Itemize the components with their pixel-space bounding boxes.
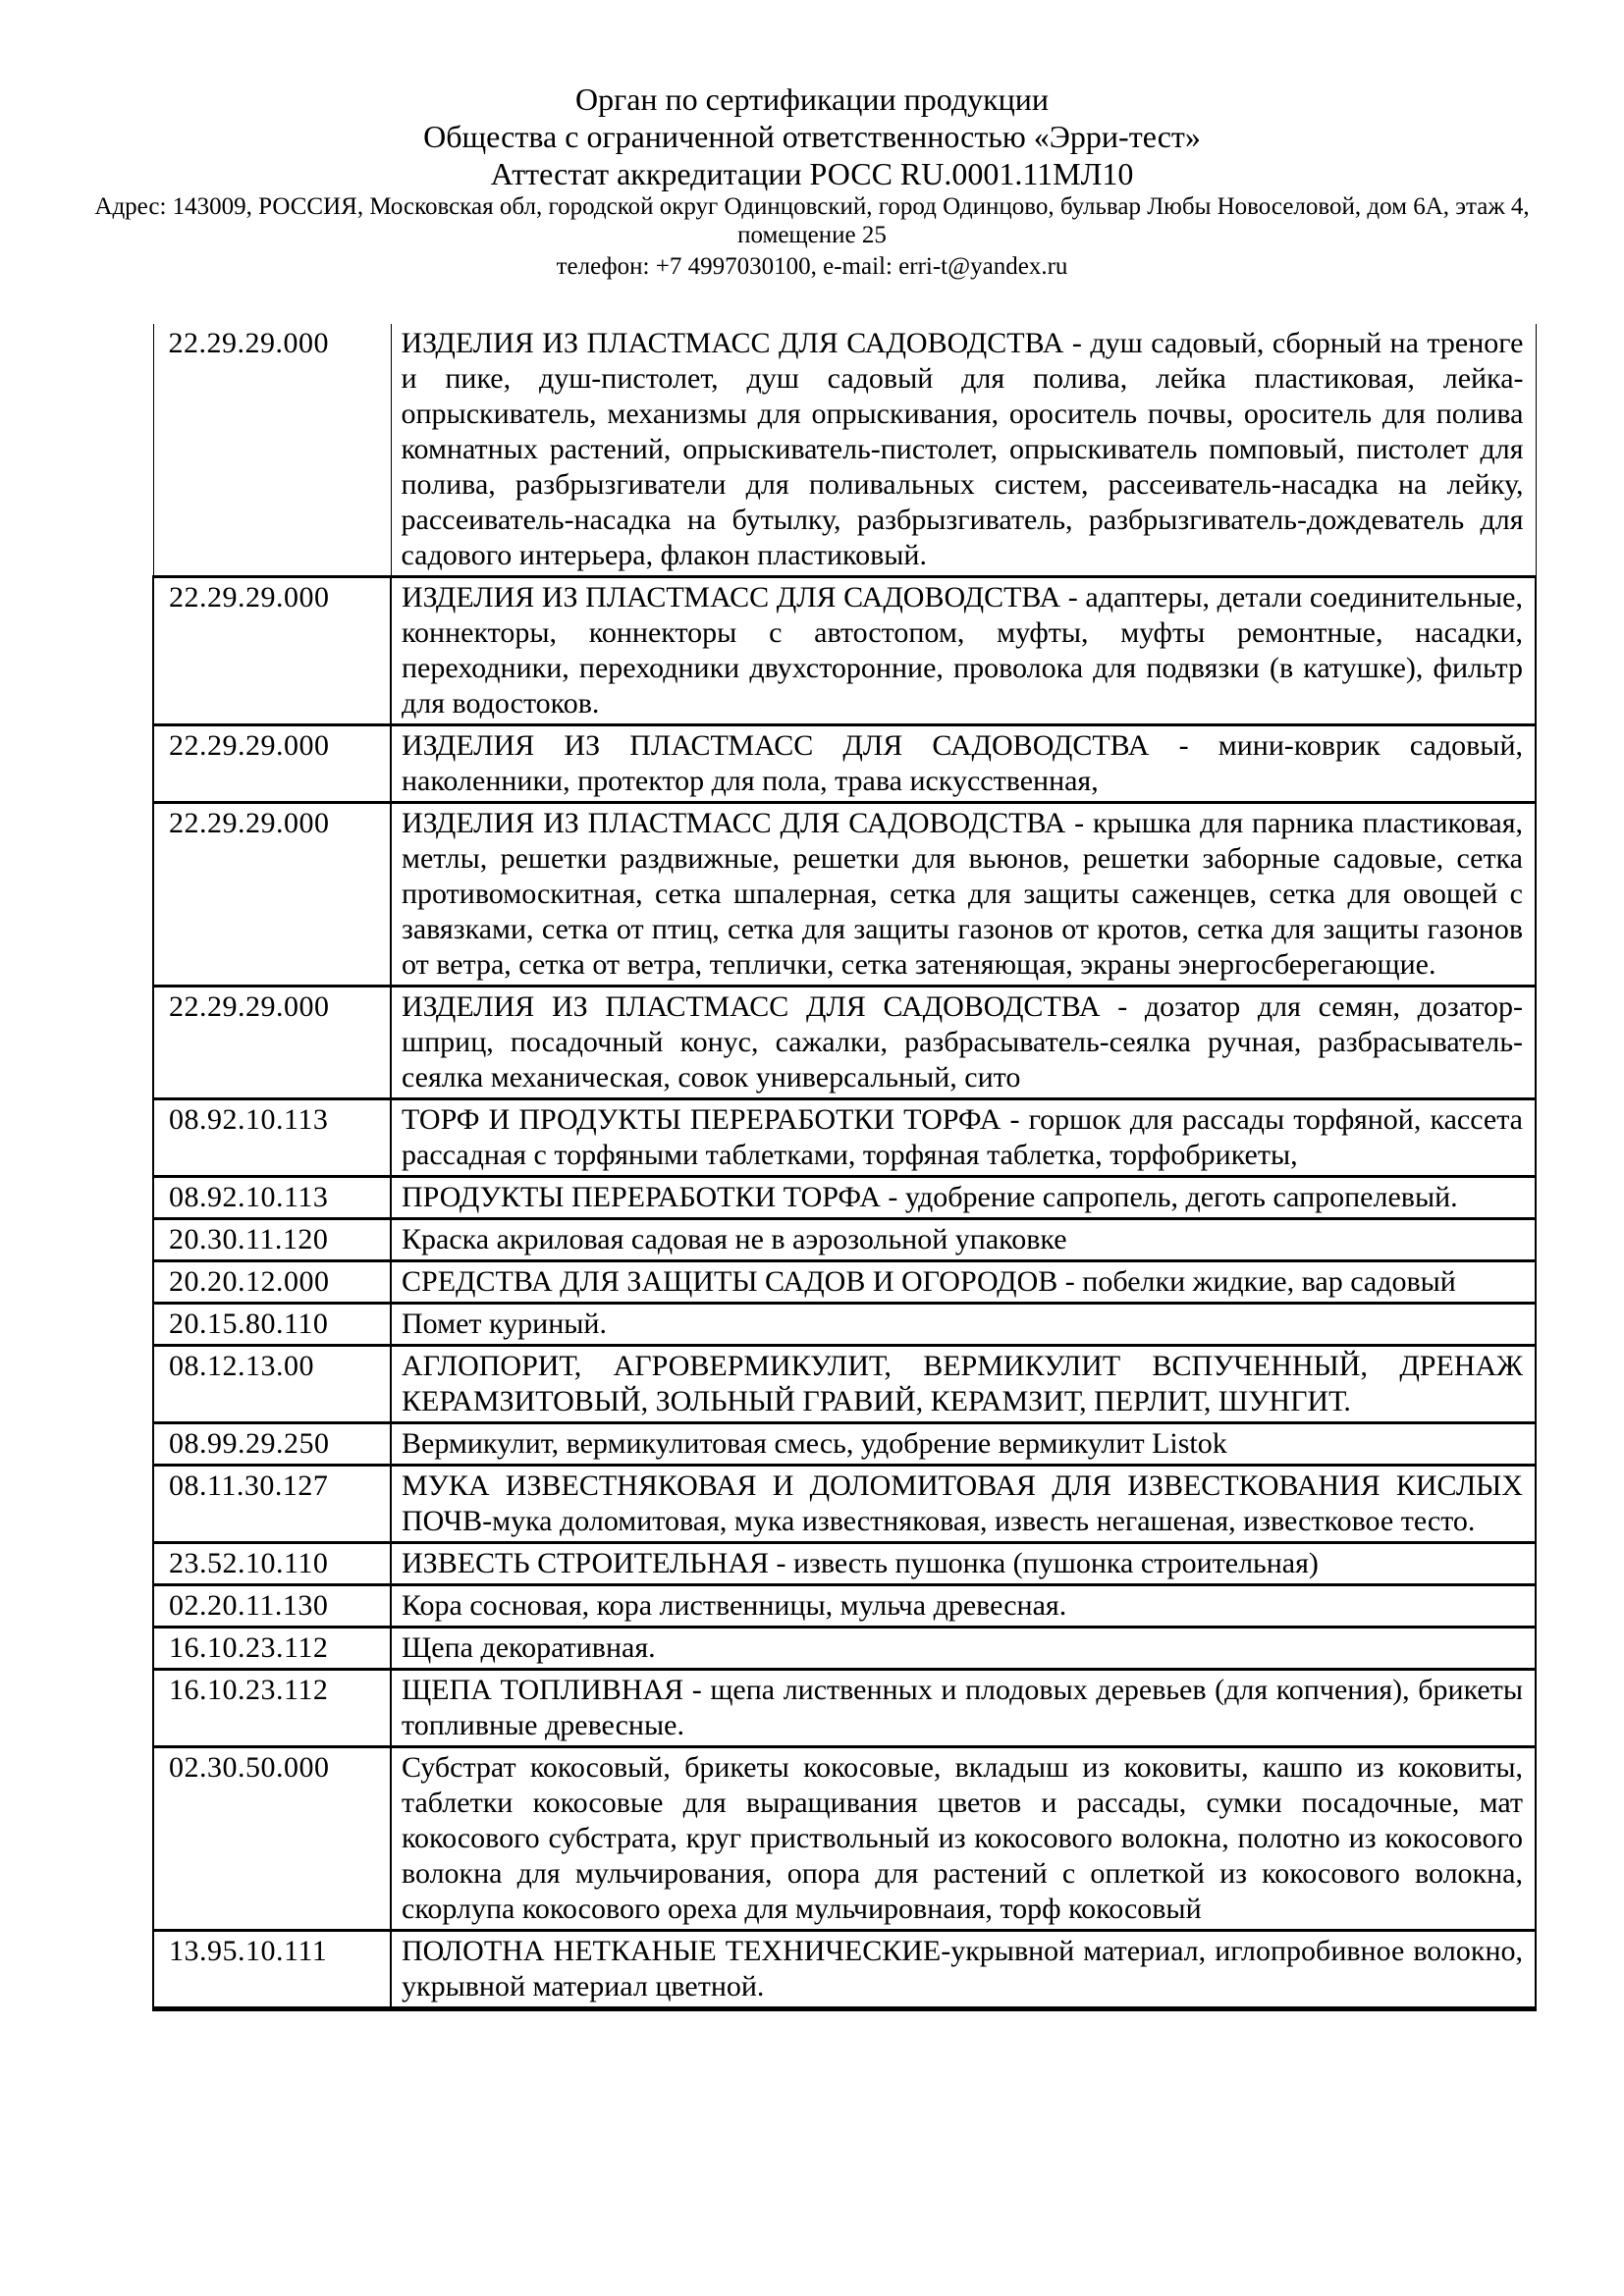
product-code-cell: 20.15.80.110: [153, 1304, 391, 1346]
table-row: [153, 1219, 1536, 1261]
table-row: [153, 1747, 1536, 1931]
product-code-cell: 13.95.10.111: [153, 1931, 391, 2009]
product-description-cell: Кора сосновая, кора лиственницы, мульча древесная.: [391, 1585, 1536, 1628]
header-org-line: Орган по сертификации продукции: [574, 81, 1050, 117]
table-row: [153, 577, 1536, 725]
table-row: [153, 803, 1536, 987]
product-description-cell: ИЗДЕЛИЯ ИЗ ПЛАСТМАСС ДЛЯ САДОВОДСТВА - крышка для парника пластиковая, метлы, решетки раздвижные, решетки для вьюнов, решетки заборные садовые, сетка противомоскитная, сетка шпалерная, сетка для защиты саженцев, сетка для овощей с завязками, сетка от птиц, сетка для защиты газонов от кротов, сетка для защиты газонов от ветра, сетка от ветра, теплички, сетка затеняющая, экраны энергосберегающие.: [391, 803, 1536, 987]
product-code-cell: 16.10.23.112: [153, 1628, 391, 1670]
table-row: [153, 987, 1536, 1099]
product-description-cell: ИЗДЕЛИЯ ИЗ ПЛАСТМАСС ДЛЯ САДОВОДСТВА - мини-коврик садовый, наколенники, протектор для пола, трава искусственная,: [391, 725, 1536, 803]
product-code-cell: 02.30.50.000: [153, 1747, 391, 1931]
header-contact-line: телефон: +7 4997030100, e-mail: erri-t@yandex.ru: [556, 253, 1068, 280]
product-description-cell: МУКА ИЗВЕСТНЯКОВАЯ И ДОЛОМИТОВАЯ ДЛЯ ИЗВЕСТКОВАНИЯ КИСЛЫХ ПОЧВ-мука доломитовая, мука известняковая, известь негашеная, известковое тесто.: [391, 1466, 1536, 1543]
header-company-line: Общества с ограниченной ответственностью «Эрри-тест»: [423, 119, 1201, 154]
table-row: [153, 1346, 1536, 1423]
product-code-cell: 08.11.30.127: [153, 1466, 391, 1543]
table-row: [153, 324, 1536, 577]
table-row: [153, 1931, 1536, 2009]
header-accreditation-line: Аттестат аккредитации РОСС RU.0001.11МЛ10: [490, 156, 1134, 191]
product-description-cell: ТОРФ И ПРОДУКТЫ ПЕРЕРАБОТКИ ТОРФА - горшок для рассады торфяной, кассета рассадная с торфяными таблетками, торфяная таблетка, торфобрикеты,: [391, 1099, 1536, 1177]
product-code-cell: 20.20.12.000: [153, 1261, 391, 1304]
certified-products-table: [152, 324, 1537, 2011]
product-code-cell: 08.12.13.00: [153, 1346, 391, 1423]
product-description-cell: ПРОДУКТЫ ПЕРЕРАБОТКИ ТОРФА - удобрение сапропель, деготь сапропелевый.: [391, 1177, 1536, 1219]
product-description-cell: Щепа декоративная.: [391, 1628, 1536, 1670]
table-row: [153, 1304, 1536, 1346]
product-code-cell: 08.92.10.113: [153, 1177, 391, 1219]
table-row: [153, 725, 1536, 803]
document-header: [0, 80, 1624, 281]
product-code-cell: 23.52.10.110: [153, 1543, 391, 1585]
table-row: [153, 1177, 1536, 1219]
product-code-cell: 20.30.11.120: [153, 1219, 391, 1261]
table-row: [153, 1466, 1536, 1543]
table-row: [153, 1670, 1536, 1747]
product-code-cell: 22.29.29.000: [153, 324, 391, 577]
product-description-cell: Субстрат кокосовый, брикеты кокосовые, вкладыш из коковиты, кашпо из коковиты, таблетки кокосовые для выращивания цветов и рассады, сумки посадочные, мат кокосового субстрата, круг приствольный из кокосового волокна, полотно из кокосового волокна для мульчирования, опора для растений с оплеткой из кокосового волокна, скорлупа кокосового ореха для мульчировнаия, торф кокосовый: [391, 1747, 1536, 1931]
table-row: [153, 1099, 1536, 1177]
table-row: [153, 1261, 1536, 1304]
table-row: [153, 1543, 1536, 1585]
table-row: [153, 1585, 1536, 1628]
product-description-cell: СРЕДСТВА ДЛЯ ЗАЩИТЫ САДОВ И ОГОРОДОВ - побелки жидкие, вар садовый: [391, 1261, 1536, 1304]
product-code-cell: 02.20.11.130: [153, 1585, 391, 1628]
product-code-cell: 22.29.29.000: [153, 725, 391, 803]
table-body: [153, 324, 1536, 2009]
product-description-cell: Помет куриный.: [391, 1304, 1536, 1346]
product-code-cell: 22.29.29.000: [153, 803, 391, 987]
product-code-cell: 22.29.29.000: [153, 987, 391, 1099]
header-address-line-1: Адрес: 143009, РОССИЯ, Московская обл, городской округ Одинцовский, город Одинцово, бульвар Любы Новоселовой, дом 6А, этаж 4,: [94, 193, 1530, 220]
product-code-cell: 08.99.29.250: [153, 1423, 391, 1466]
header-address-line-2: помещение 25: [737, 222, 887, 248]
product-code-cell: 08.92.10.113: [153, 1099, 391, 1177]
table-row: [153, 1423, 1536, 1466]
product-description-cell: Вермикулит, вермикулитовая смесь, удобрение вермикулит Listok: [391, 1423, 1536, 1466]
product-description-cell: АГЛОПОРИТ, АГРОВЕРМИКУЛИТ, ВЕРМИКУЛИТ ВСПУЧЕННЫЙ, ДРЕНАЖ КЕРАМЗИТОВЫЙ, ЗОЛЬНЫЙ ГРАВИЙ, КЕРАМЗИТ, ПЕРЛИТ, ШУНГИТ.: [391, 1346, 1536, 1423]
product-description-cell: ИЗДЕЛИЯ ИЗ ПЛАСТМАСС ДЛЯ САДОВОДСТВА - адаптеры, детали соединительные, коннекторы, коннекторы с автостопом, муфты, муфты ремонтные, насадки, переходники, переходники двухсторонние, проволока для подвязки (в катушке), фильтр для водостоков.: [391, 577, 1536, 725]
product-description-cell: ИЗДЕЛИЯ ИЗ ПЛАСТМАСС ДЛЯ САДОВОДСТВА - дозатор для семян, дозатор-шприц, посадочный конус, сажалки, разбрасыватель-сеялка ручная, разбрасыватель-сеялка механическая, совок универсальный, сито: [391, 987, 1536, 1099]
product-description-cell: ЩЕПА ТОПЛИВНАЯ - щепа лиственных и плодовых деревьев (для копчения), брикеты топливные древесные.: [391, 1670, 1536, 1747]
table-row: [153, 1628, 1536, 1670]
product-description-cell: ИЗДЕЛИЯ ИЗ ПЛАСТМАСС ДЛЯ САДОВОДСТВА - душ садовый, сборный на треноге и пике, душ-пистолет, душ садовый для полива, лейка пластиковая, лейка-опрыскиватель, механизмы для опрыскивания, ороситель почвы, ороситель для полива комнатных растений, опрыскиватель-пистолет, опрыскиватель помповый, пистолет для полива, разбрызгиватели для поливальных систем, рассеиватель-насадка на лейку, рассеиватель-насадка на бутылку, разбрызгиватель, разбрызгиватель-дождеватель для садового интерьера, флакон пластиковый.: [391, 324, 1536, 577]
product-description-cell: Краска акриловая садовая не в аэрозольной упаковке: [391, 1219, 1536, 1261]
product-description-cell: ИЗВЕСТЬ СТРОИТЕЛЬНАЯ - известь пушонка (пушонка строительная): [391, 1543, 1536, 1585]
product-code-cell: 22.29.29.000: [153, 577, 391, 725]
product-code-cell: 16.10.23.112: [153, 1670, 391, 1747]
product-description-cell: ПОЛОТНА НЕТКАНЫЕ ТЕХНИЧЕСКИЕ-укрывной материал, иглопробивное волокно, укрывной материал цветной.: [391, 1931, 1536, 2009]
